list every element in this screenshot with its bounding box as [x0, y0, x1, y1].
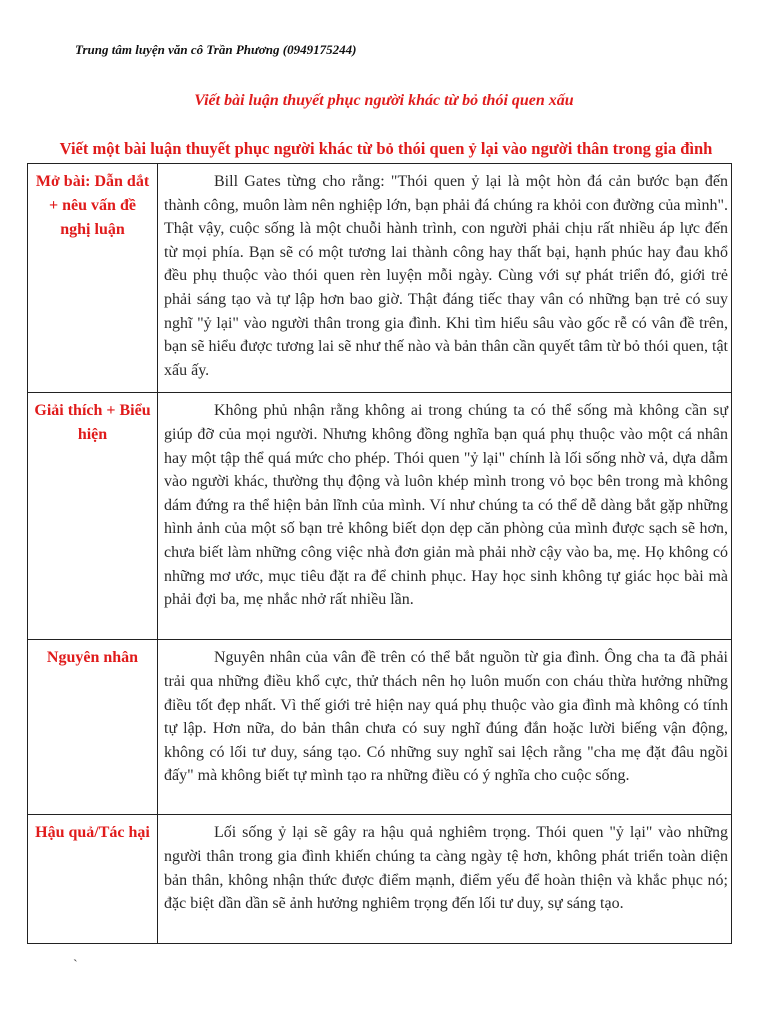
- section-paragraph: Nguyên nhân của vân đề trên có thể bắt nguồn từ gia đình. Ông cha ta đã phải trải qua những điều khổ cực, thử thách nên họ luôn muốn con cháu thừa hưởng những điều tốt đẹp nhất. Vì thế giới trẻ hiện nay quá phụ thuộc vào gia đình mà không có tính tự lập. Hơn nữa, do bản thân chưa có suy nghĩ đúng đắn hoặc lười biếng vận động, không có lối tư duy, sáng tạo. Có những suy nghĩ sai lệch rằng "cha mẹ đặt đâu ngồi đấy" mà không biết tự mình tạo ra những điều có ý nghĩa cho cuộc sống.: [164, 649, 728, 785]
- section-label: Giải thích + Biểu hiện: [28, 393, 158, 640]
- section-content: [158, 164, 732, 393]
- section-paragraph: Không phủ nhận rằng không ai trong chúng ta có thể sống mà không cần sự giúp đỡ của mọi người. Nhưng không đồng nghĩa bạn quá phụ thuộc vào một cá nhân hay một tập thể quá mức cho phép. Thói quen "ỷ lại" chính là lối sống nhờ vả, dựa dẫm vào người khác, thường thụ động và luôn khép mình trong vỏ bọc bên trong mà không dám đứng ra thể hiện bản lĩnh của mình. Ví như chúng ta có thể dễ dàng bắt gặp những hình ảnh của một số bạn trẻ không biết dọn dẹp căn phòng của mình được sạch sẽ hơn, chưa biết làm những công việc nhà đơn giản mà phải nhờ cậy vào ba, mẹ. Họ không có những mơ ước, mục tiêu đặt ra để chinh phục. Hay học sinh không tự giác học bài mà phải đợi ba, mẹ nhắc nhở rất nhiều lần.: [164, 402, 728, 609]
- section-label: Mở bài: Dẫn dắt + nêu vấn đề nghị luận: [28, 164, 158, 393]
- section-label: Hậu quả/Tác hại: [28, 815, 158, 944]
- table-row-nguyen-nhan: [28, 640, 732, 815]
- table-row-mo-bai: [28, 164, 732, 393]
- main-title: Viết bài luận thuyết phục người khác từ bỏ thói quen xấu: [194, 92, 574, 109]
- essay-outline-table: [27, 163, 732, 944]
- footer-mark: `: [73, 958, 78, 973]
- section-paragraph: Lối sống ỷ lại sẽ gây ra hậu quả nghiêm trọng. Thói quen "ỷ lại" vào những người thân trong gia đình khiến chúng ta càng ngày tệ hơn, không phát triển toàn diện bản thân, không nhận thức được điểm mạnh, điểm yếu để hoàn thiện và khắc phục nó; đặc biệt dần dần sẽ ảnh hưởng nghiêm trọng đến lối tư duy, sự sáng tạo.: [164, 824, 728, 913]
- section-content: [158, 815, 732, 944]
- table-row-giai-thich: [28, 393, 732, 640]
- section-content: [158, 640, 732, 815]
- section-paragraph: Bill Gates từng cho rằng: "Thói quen ỷ lại là một hòn đá cản bước bạn đến thành công, muôn làm nên nghiệp lớn, bạn phải đá chúng ra khỏi con đường của mình". Thật vậy, cuộc sống là một chuỗi hành trình, con người phải chịu rất nhiều áp lực đến từ mọi phía. Bạn sẽ có một tương lai thành công hay thất bại, hạnh phúc hay đau khổ đều phụ thuộc vào thói quen rèn luyện mỗi ngày. Cùng với sự phát triển đó, giới trẻ phải sáng tạo và tự lập hơn bao giờ. Thật đáng tiếc thay vân có những bạn trẻ có suy nghĩ "ỷ lại" vào người thân trong gia đình. Khi tìm hiểu sâu vào gốc rễ có vân đề trên, bạn sẽ hiểu được tương lai sẽ như thế nào và bản thân cần quyết tâm từ bỏ thói quen, tật xấu ấy.: [164, 173, 728, 379]
- section-label: Nguyên nhân: [28, 640, 158, 815]
- essay-prompt-title: Viết một bài luận thuyết phục người khác từ bỏ thói quen ỷ lại vào người thân trong gia đình: [59, 139, 713, 158]
- center-contact-note: Trung tâm luyện văn cô Trần Phương (0949175244): [75, 42, 357, 57]
- section-content: [158, 393, 732, 640]
- table-row-hau-qua: [28, 815, 732, 944]
